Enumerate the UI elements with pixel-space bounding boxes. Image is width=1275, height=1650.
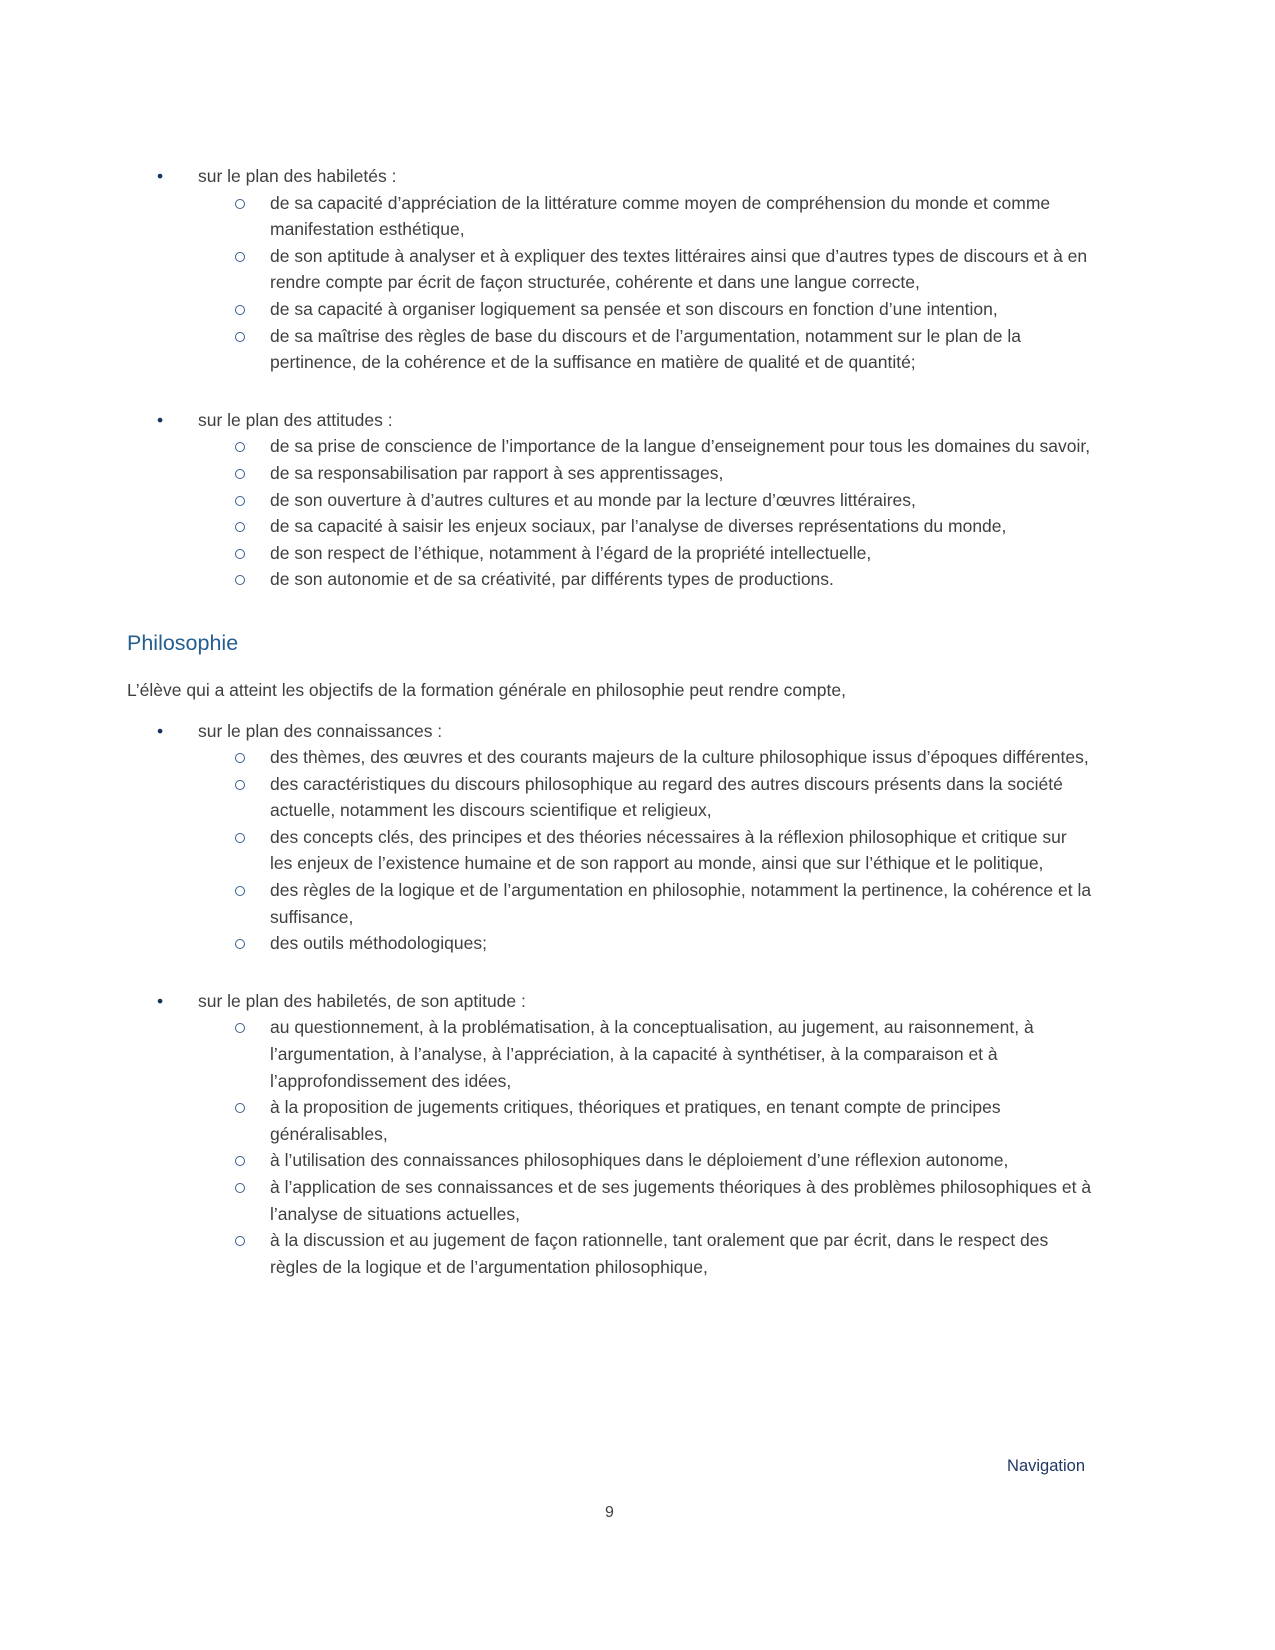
disc-bullet-icon: • [157,166,164,186]
list-item-label: sur le plan des attitudes : [198,409,393,430]
circle-bullet-shape [235,549,245,559]
sub-list-item-text: de sa capacité à organiser logiquement sa pensée et son discours en fonction d’une intention, [270,298,998,319]
page-number: 9 [605,1504,614,1521]
sub-list-item [127,1174,1092,1227]
circle-bullet-icon [235,1174,270,1201]
bullet-list [127,718,1092,1281]
circle-bullet-icon [235,323,270,350]
circle-bullet-icon [235,744,270,771]
sub-list-item-text: des thèmes, des œuvres et des courants majeurs de la culture philosophique issus d’époques différentes, [270,747,1089,768]
circle-bullet-shape [235,199,245,209]
circle-bullet-icon [235,566,270,593]
list-item [127,988,1092,1281]
circle-bullet-shape [235,442,245,452]
circle-bullet-icon [235,296,270,323]
footer-navigation-link[interactable]: Navigation [1007,1457,1085,1475]
circle-bullet-shape [235,496,245,506]
sub-list-item-text: des concepts clés, des principes et des théories nécessaires à la réflexion philosophique et critique sur les enjeux de l’existence humaine et de son rapport au monde, ainsi que sur l’éthique et le politique, [270,826,1067,874]
circle-bullet-shape [235,469,245,479]
circle-bullet-icon [235,190,270,217]
sub-list-item-text: de sa capacité à saisir les enjeux sociaux, par l’analyse de diverses représentations du monde, [270,516,1007,537]
circle-bullet-icon [235,771,270,798]
sub-list-item [127,1094,1092,1147]
sub-list-item [127,930,1092,957]
sub-list-item-text: de son aptitude à analyser et à expliquer des textes littéraires ainsi que d’autres types de discours et à en rendre compte par écrit de façon structurée, cohérente et dans une langue correcte, [270,245,1088,293]
section-heading: Philosophie [127,630,239,655]
sub-list-item-text: à la discussion et au jugement de façon rationnelle, tant oralement que par écrit, dans le respect des règles de la logique et de l’argumentation philosophique, [270,1230,1049,1277]
circle-bullet-shape [235,252,245,262]
sub-list-item [127,323,1092,376]
circle-bullet-shape [235,886,245,896]
circle-bullet-shape [235,575,245,585]
sub-list-item-text: de son ouverture à d’autres cultures et au monde par la lecture d’œuvres littéraires, [270,489,916,510]
circle-bullet-icon [235,243,270,270]
circle-bullet-shape [235,1183,245,1193]
circle-bullet-shape [235,1236,245,1246]
sub-list-item-text: de sa responsabilisation par rapport à ses apprentissages, [270,462,724,483]
sub-list-item [127,744,1092,771]
list-item-label: sur le plan des habiletés, de son aptitude : [198,990,526,1011]
sub-list-item [127,1014,1092,1094]
circle-bullet-icon [235,540,270,567]
sub-list-item [127,1147,1092,1174]
sub-list-item [127,433,1092,460]
list-item-label-row [127,407,1092,434]
sub-list-item [127,1227,1092,1280]
sub-list-item [127,824,1092,877]
sub-list-item-text: des caractéristiques du discours philosophique au regard des autres discours présents dans la société actuelle, notamment les discours scientifique et religieux, [270,773,1063,821]
list-item-label: sur le plan des connaissances : [198,720,443,741]
circle-bullet-shape [235,753,245,763]
list-item-label: sur le plan des habiletés : [198,166,397,186]
circle-bullet-icon [235,877,270,904]
document-content [127,163,1092,1280]
sub-list-item-text: de sa maîtrise des règles de base du discours et de l’argumentation, notamment sur le plan de la pertinence, de la cohérence et de la suffisance en matière de qualité et de quantité; [270,325,1021,373]
circle-bullet-icon [235,460,270,487]
disc-bullet-icon: • [157,990,164,1011]
list-item-label-row [127,988,1092,1015]
sub-list-item-text: au questionnement, à la problématisation, à la conceptualisation, au jugement, au raisonnement, à l’argumentation, à l’analyse, à l’appréciation, à la capacité à synthétiser, à la comparaison et à l’approfondissement des idées, [270,1017,1034,1091]
circle-bullet-icon [235,1014,270,1041]
circle-bullet-shape [235,332,245,342]
sub-list-item [127,460,1092,487]
circle-bullet-icon [235,1227,270,1254]
sub-list-item-text: à l’utilisation des connaissances philosophiques dans le déploiement d’une réflexion autonome, [270,1150,1009,1171]
sub-list-item [127,296,1092,323]
circle-bullet-shape [235,1103,245,1113]
bullet-list [127,163,1092,593]
circle-bullet-icon [235,433,270,460]
sub-list-item [127,771,1092,824]
sub-list-item [127,487,1092,514]
circle-bullet-icon [235,513,270,540]
circle-bullet-shape [235,305,245,315]
disc-bullet-icon: • [157,409,164,430]
paragraph: L’élève qui a atteint les objectifs de la formation générale en philosophie peut rendre compte, [127,679,846,700]
sub-list-item [127,540,1092,567]
sub-list-item-text: des règles de la logique et de l’argumentation en philosophie, notamment la pertinence, la cohérence et la suffisance, [270,880,1092,927]
circle-bullet-shape [235,939,245,949]
sub-list-item-text: de son autonomie et de sa créativité, par différents types de productions. [270,569,834,590]
sub-list-item-text: à la proposition de jugements critiques, théoriques et pratiques, en tenant compte de principes généralisables, [270,1097,1001,1144]
circle-bullet-icon [235,824,270,851]
sub-list-item-text: de sa capacité d’appréciation de la littérature comme moyen de compréhension du monde et comme manifestation esthétique, [270,192,1051,240]
sub-list-item [127,513,1092,540]
circle-bullet-shape [235,1156,245,1166]
circle-bullet-icon [235,930,270,957]
circle-bullet-shape [235,1023,245,1033]
sub-list-item-text: de son respect de l’éthique, notamment à l’égard de la propriété intellectuelle, [270,542,872,563]
circle-bullet-shape [235,833,245,843]
circle-bullet-icon [235,1147,270,1174]
sub-list-item-text: de sa prise de conscience de l’importance de la langue d’enseignement pour tous les domaines du savoir, [270,436,1091,457]
sub-list-item-text: à l’application de ses connaissances et de ses jugements théoriques à des problèmes philosophiques et à l’analyse de situations actuelles, [270,1177,1092,1224]
list-item [127,718,1092,957]
circle-bullet-shape [235,522,245,532]
sub-list-item [127,566,1092,593]
sub-list-item [127,243,1092,296]
sub-list-item [127,877,1092,930]
list-item-label-row [127,163,1092,190]
sub-list-item-text: des outils méthodologiques; [270,933,487,954]
disc-bullet-icon: • [157,720,164,741]
circle-bullet-icon [235,1094,270,1121]
sub-list-item [127,190,1092,243]
list-item-label-row [127,718,1092,745]
list-item [127,163,1092,376]
list-item [127,407,1092,593]
circle-bullet-icon [235,487,270,514]
circle-bullet-shape [235,780,245,790]
